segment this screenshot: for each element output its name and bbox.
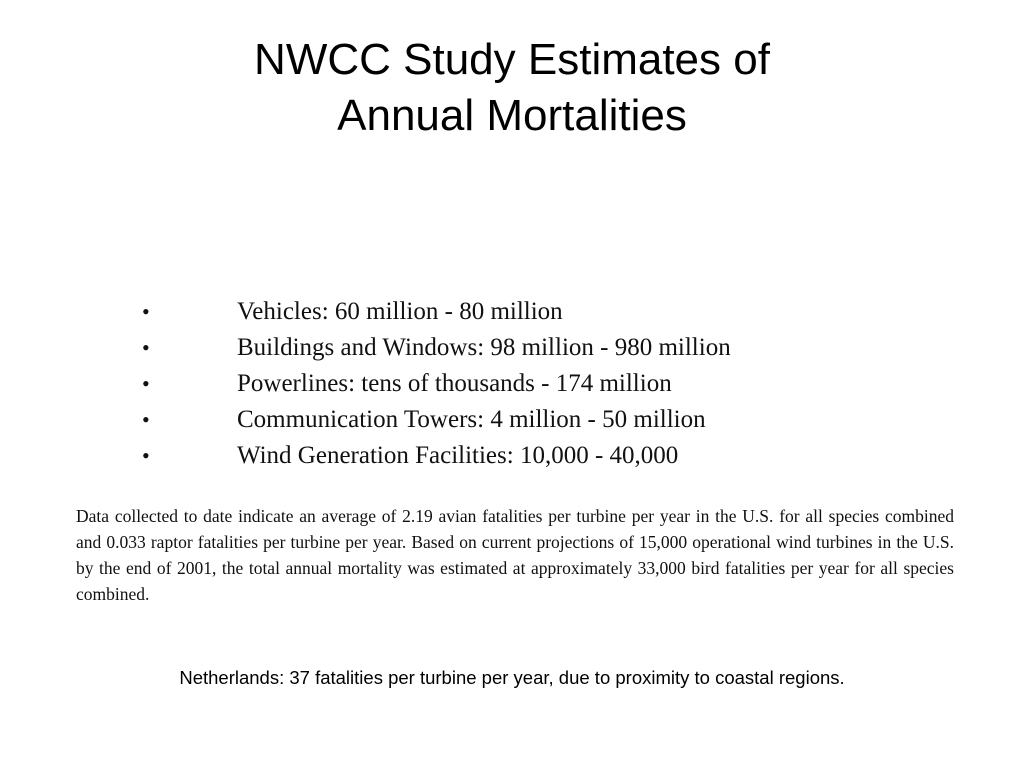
list-item (140, 294, 900, 330)
list-item (140, 366, 900, 402)
slide-title-line-2: Annual Mortalities (337, 91, 687, 140)
list-item-text: Powerlines: tens of thousands - 174 million (237, 370, 672, 397)
avian-fatality-paragraph: Data collected to date indicate an average of 2.19 avian fatalities per turbine per year in the U.S. for all species combined and 0.033 raptor fatalities per turbine per year. Based on current projections of 15,000 operational wind turbines in the U.S. by the end of 2001, the total annual mortality was estimated at approximately 33,000 bird fatalities per year for all species combined. (76, 506, 954, 604)
list-item (140, 330, 900, 366)
bullet-icon: • (142, 443, 150, 468)
slide-title-line-1: NWCC Study Estimates of (254, 35, 770, 84)
slide-title (0, 32, 1024, 144)
list-item-text: Communication Towers: 4 million - 50 million (237, 406, 706, 433)
list-item-text: Wind Generation Facilities: 10,000 - 40,000 (237, 442, 679, 469)
list-item-text: Buildings and Windows: 98 million - 980 million (237, 334, 731, 361)
list-item (140, 402, 900, 438)
bullet-icon: • (142, 335, 150, 360)
mortality-estimates-list (140, 294, 900, 474)
bullet-icon: • (142, 299, 150, 324)
bullet-icon: • (142, 371, 150, 396)
list-item (140, 438, 900, 474)
netherlands-note: Netherlands: 37 fatalities per turbine per year, due to proximity to coastal regions. (179, 667, 845, 688)
bullet-icon: • (142, 407, 150, 432)
list-item-text: Vehicles: 60 million - 80 million (237, 298, 563, 325)
